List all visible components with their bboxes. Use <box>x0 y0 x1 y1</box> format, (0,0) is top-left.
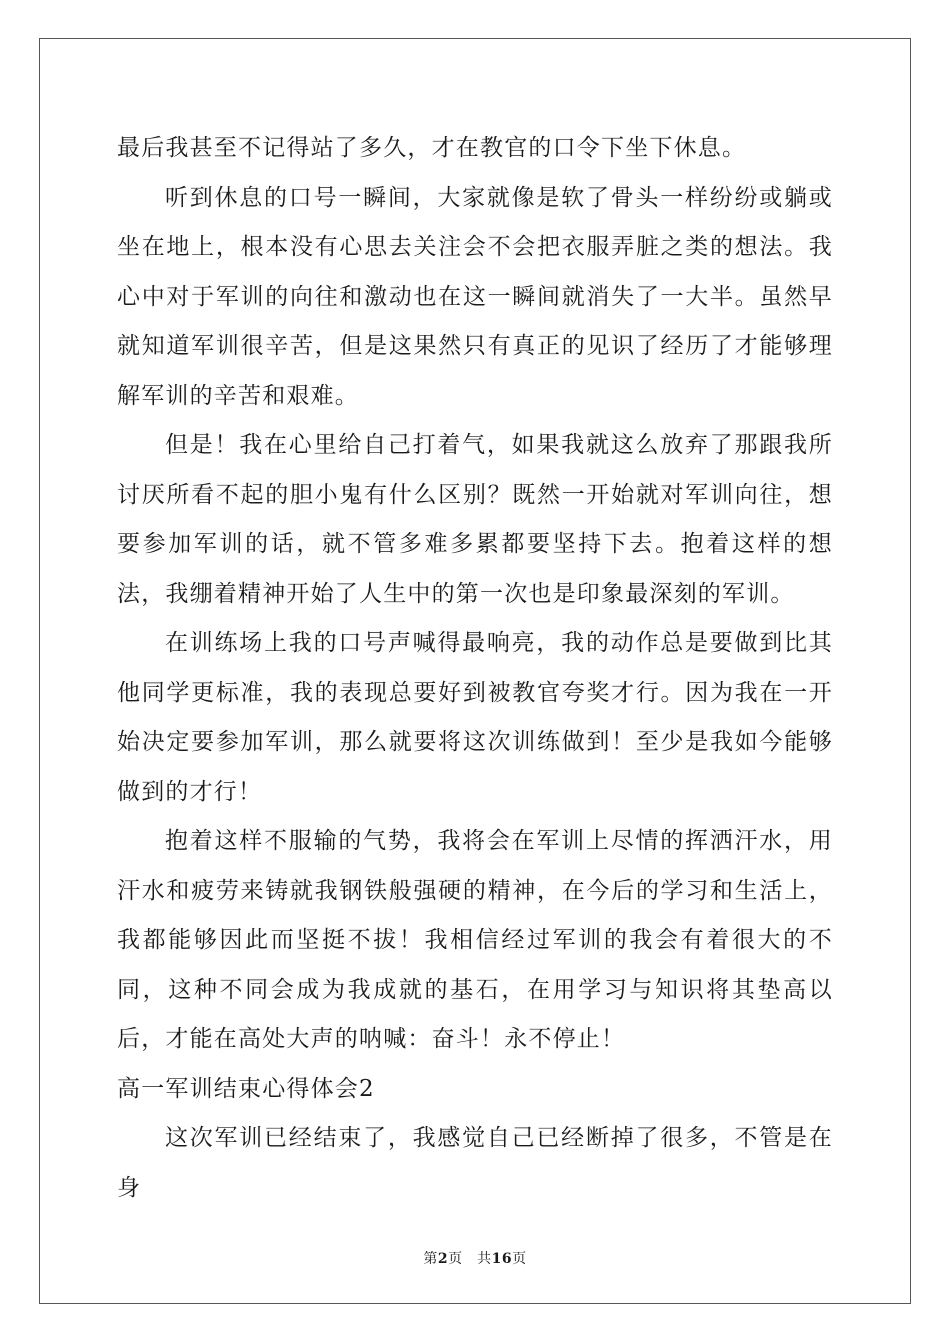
section-heading: 高一军训结束心得体会2 <box>117 1075 375 1102</box>
current-page-number: 2 <box>437 1251 449 1267</box>
paragraph: 但是！我在心里给自己打着气，如果我就这么放弃了那跟我所讨厌所看不起的胆小鬼有什么区别？既然一开始就对军训向往，想要参加军训的话，就不管多难多累都要坚持下去。抱着这样的想法，我绷着精神开始了人生中的第一次也是印象最深刻的军训。 <box>117 432 833 607</box>
paragraph: 抱着这样不服输的气势，我将会在军训上尽情的挥洒汗水，用汗水和疲劳来铸就我钢铁般强硬的精神，在今后的学习和生活上，我都能够因此而坚挺不拔！我相信经过军训的我会有着很大的不同，这种不同会成为我成就的基石，在用学习与知识将其垫高以后，才能在高处大声的呐喊：奋斗！永不停止！ <box>117 828 833 1052</box>
page-mid: 页 共 <box>448 1251 492 1267</box>
paragraph-continuation: 最后我甚至不记得站了多久，才在教官的口令下坐下休息。 <box>117 135 747 161</box>
page-suffix: 页 <box>512 1251 527 1267</box>
page-prefix: 第 <box>423 1251 438 1267</box>
document-body <box>117 124 833 1213</box>
paragraph: 这次军训已经结束了，我感觉自己已经断掉了很多，不管是在身 <box>117 1125 833 1201</box>
page-footer <box>0 1248 950 1268</box>
paragraph: 在训练场上我的口号声喊得最响亮，我的动作总是要做到比其他同学更标准，我的表现总要好到被教官夸奖才行。因为我在一开始决定要参加军训，那么就要将这次训练做到！至少是我如今能够做到的才行！ <box>117 630 833 805</box>
paragraph: 听到休息的口号一瞬间，大家就像是软了骨头一样纷纷或躺或坐在地上，根本没有心思去关注会不会把衣服弄脏之类的想法。我心中对于军训的向往和激动也在这一瞬间就消失了一大半。虽然早就知道军训很辛苦，但是这果然只有真正的见识了经历了才能够理解军训的辛苦和艰难。 <box>117 184 833 409</box>
total-pages-number: 16 <box>491 1251 513 1267</box>
